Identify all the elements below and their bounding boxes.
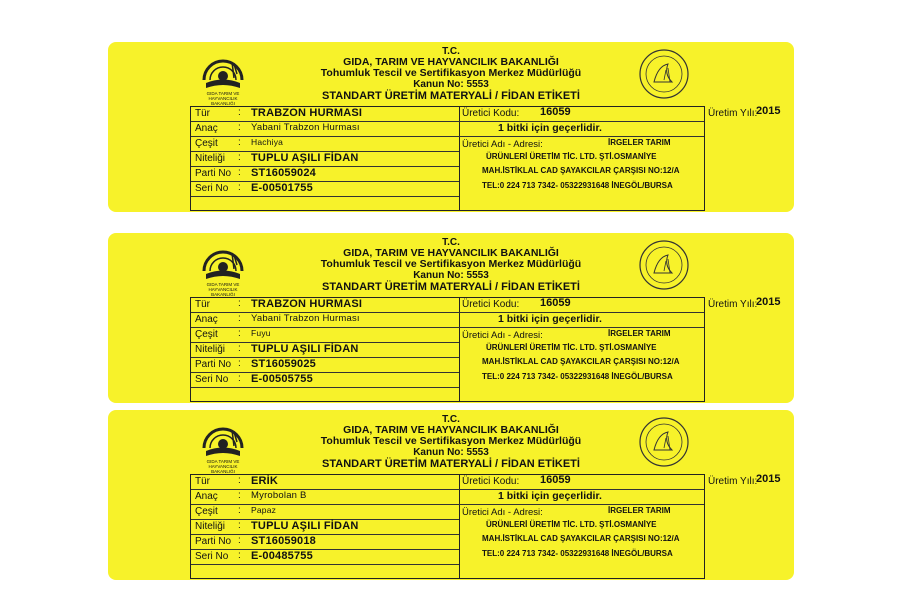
parti-value: ST16059018 bbox=[251, 535, 316, 547]
row-seri: Seri No : E-00485755 bbox=[191, 550, 459, 565]
logo-caption: GIDA TARIM VE HAYVANCILIK BAKANLIĞI bbox=[206, 282, 240, 297]
address-line-3: MAH.İSTİKLAL CAD ŞAYAKCILAR ÇARŞISI NO:12/A bbox=[482, 534, 680, 543]
niteligi-value: TUPLU AŞILI FİDAN bbox=[251, 343, 359, 355]
parti-label: Parti No bbox=[195, 536, 232, 547]
address-line-1: İRGELER TARIM bbox=[608, 138, 671, 147]
producer-info-box bbox=[458, 297, 705, 402]
validity-text: 1 bitki için geçerlidir. bbox=[498, 490, 602, 502]
header-tc: T.C. bbox=[442, 46, 460, 57]
seri-label: Seri No bbox=[195, 374, 229, 385]
anac-value: Yabani Trabzon Hurması bbox=[251, 313, 360, 324]
header-ministry: GIDA, TARIM VE HAYVANCILIK BAKANLIĞI bbox=[343, 247, 559, 259]
cesit-value: Fuyu bbox=[251, 328, 271, 338]
tur-label: Tür bbox=[195, 476, 210, 487]
cesit-label: Çeşit bbox=[195, 138, 218, 149]
niteligi-value: TUPLU AŞILI FİDAN bbox=[251, 152, 359, 164]
production-year-value: 2015 bbox=[756, 296, 781, 308]
parti-value: ST16059024 bbox=[251, 167, 316, 179]
seri-label: Seri No bbox=[195, 551, 229, 562]
official-seal-icon bbox=[638, 239, 690, 291]
tur-value: TRABZON HURMASI bbox=[251, 107, 363, 119]
producer-code-label: Üretici Kodu: bbox=[462, 476, 520, 487]
address-label: Üretici Adı - Adresi: bbox=[462, 330, 543, 341]
header-ministry: GIDA, TARIM VE HAYVANCILIK BAKANLIĞI bbox=[343, 424, 559, 436]
anac-value: Yabani Trabzon Hurması bbox=[251, 122, 360, 133]
label-title: STANDART ÜRETİM MATERYALİ / FİDAN ETİKETİ bbox=[322, 458, 580, 470]
row-anac: Anaç : Yabani Trabzon Hurması bbox=[191, 122, 459, 137]
header-law: Kanun No: 5553 bbox=[413, 270, 489, 281]
row-parti: Parti No : ST16059018 bbox=[191, 535, 459, 550]
producer-code-row bbox=[458, 475, 704, 490]
validity-row bbox=[458, 490, 704, 505]
address-line-1: İRGELER TARIM bbox=[608, 506, 671, 515]
cesit-value: Papaz bbox=[251, 505, 277, 515]
tur-label: Tür bbox=[195, 299, 210, 310]
parti-value: ST16059025 bbox=[251, 358, 316, 370]
validity-row bbox=[458, 122, 704, 137]
cesit-value: Hachiya bbox=[251, 137, 284, 147]
producer-code-label: Üretici Kodu: bbox=[462, 108, 520, 119]
label-header bbox=[108, 237, 794, 293]
parti-label: Parti No bbox=[195, 359, 232, 370]
header-law: Kanun No: 5553 bbox=[413, 447, 489, 458]
product-info-box bbox=[190, 106, 460, 211]
seri-label: Seri No bbox=[195, 183, 229, 194]
row-niteligi: Niteliği : TUPLU AŞILI FİDAN bbox=[191, 343, 459, 358]
niteligi-label: Niteliği bbox=[195, 521, 226, 532]
label-header bbox=[108, 46, 794, 102]
label-title: STANDART ÜRETİM MATERYALİ / FİDAN ETİKETİ bbox=[322, 281, 580, 293]
row-niteligi: Niteliği : TUPLU AŞILI FİDAN bbox=[191, 520, 459, 535]
row-anac: Anaç : Yabani Trabzon Hurması bbox=[191, 313, 459, 328]
seri-value: E-00501755 bbox=[251, 182, 313, 194]
official-seal-icon bbox=[638, 416, 690, 468]
anac-label: Anaç bbox=[195, 491, 218, 502]
niteligi-value: TUPLU AŞILI FİDAN bbox=[251, 520, 359, 532]
cesit-label: Çeşit bbox=[195, 329, 218, 340]
row-anac: Anaç : Myrobolan B bbox=[191, 490, 459, 505]
address-line-2: ÜRÜNLERİ ÜRETİM TİC. LTD. ŞTİ.OSMANİYE bbox=[486, 343, 657, 352]
producer-info-box bbox=[458, 106, 705, 211]
seri-value: E-00485755 bbox=[251, 550, 313, 562]
row-cesit: Çeşit : Papaz bbox=[191, 505, 459, 520]
production-year-value: 2015 bbox=[756, 473, 781, 485]
anac-label: Anaç bbox=[195, 314, 218, 325]
header-tc: T.C. bbox=[442, 414, 460, 425]
row-parti: Parti No : ST16059025 bbox=[191, 358, 459, 373]
header-center: Tohumluk Tescil ve Sertifikasyon Merkez Müdürlüğü bbox=[320, 258, 582, 270]
producer-code-value: 16059 bbox=[540, 106, 571, 118]
product-info-box bbox=[190, 297, 460, 402]
logo-caption: GIDA TARIM VE HAYVANCILIK BAKANLIĞI bbox=[206, 91, 240, 106]
address-line-1: İRGELER TARIM bbox=[608, 329, 671, 338]
address-line-2: ÜRÜNLERİ ÜRETİM TİC. LTD. ŞTİ.OSMANİYE bbox=[486, 520, 657, 529]
address-line-2: ÜRÜNLERİ ÜRETİM TİC. LTD. ŞTİ.OSMANİYE bbox=[486, 152, 657, 161]
validity-text: 1 bitki için geçerlidir. bbox=[498, 122, 602, 134]
production-year-label: Üretim Yılı: bbox=[708, 476, 758, 487]
header-center: Tohumluk Tescil ve Sertifikasyon Merkez Müdürlüğü bbox=[320, 435, 582, 447]
address-line-3: MAH.İSTİKLAL CAD ŞAYAKCILAR ÇARŞISI NO:12/A bbox=[482, 166, 680, 175]
label-title: STANDART ÜRETİM MATERYALİ / FİDAN ETİKETİ bbox=[322, 90, 580, 102]
address-line-4: TEL:0 224 713 7342- 05322931648 İNEGÖL/BURSA bbox=[482, 549, 673, 558]
producer-code-row bbox=[458, 107, 704, 122]
production-year-label: Üretim Yılı: bbox=[708, 299, 758, 310]
header-ministry: GIDA, TARIM VE HAYVANCILIK BAKANLIĞI bbox=[343, 56, 559, 68]
producer-info-box bbox=[458, 474, 705, 579]
row-tur: Tür : TRABZON HURMASI bbox=[191, 107, 459, 122]
producer-code-label: Üretici Kodu: bbox=[462, 299, 520, 310]
address-line-4: TEL:0 224 713 7342- 05322931648 İNEGÖL/BURSA bbox=[482, 181, 673, 190]
row-seri: Seri No : E-00505755 bbox=[191, 373, 459, 388]
header-law: Kanun No: 5553 bbox=[413, 79, 489, 90]
tur-value: ERİK bbox=[251, 475, 279, 487]
production-year-label: Üretim Yılı: bbox=[708, 108, 758, 119]
producer-code-row bbox=[458, 298, 704, 313]
anac-value: Myrobolan B bbox=[251, 490, 307, 501]
tur-value: TRABZON HURMASI bbox=[251, 298, 363, 310]
address-label: Üretici Adı - Adresi: bbox=[462, 507, 543, 518]
validity-text: 1 bitki için geçerlidir. bbox=[498, 313, 602, 325]
anac-label: Anaç bbox=[195, 123, 218, 134]
row-seri: Seri No : E-00501755 bbox=[191, 182, 459, 197]
validity-row bbox=[458, 313, 704, 328]
label-header bbox=[108, 414, 794, 470]
producer-code-value: 16059 bbox=[540, 474, 571, 486]
seri-value: E-00505755 bbox=[251, 373, 313, 385]
header-center: Tohumluk Tescil ve Sertifikasyon Merkez Müdürlüğü bbox=[320, 67, 582, 79]
address-line-4: TEL:0 224 713 7342- 05322931648 İNEGÖL/BURSA bbox=[482, 372, 673, 381]
niteligi-label: Niteliği bbox=[195, 153, 226, 164]
row-cesit: Çeşit : Hachiya bbox=[191, 137, 459, 152]
row-tur: Tür : ERİK bbox=[191, 475, 459, 490]
parti-label: Parti No bbox=[195, 168, 232, 179]
address-line-3: MAH.İSTİKLAL CAD ŞAYAKCILAR ÇARŞISI NO:12/A bbox=[482, 357, 680, 366]
address-label: Üretici Adı - Adresi: bbox=[462, 139, 543, 150]
row-cesit: Çeşit : Fuyu bbox=[191, 328, 459, 343]
official-seal-icon bbox=[638, 48, 690, 100]
plant-label-1 bbox=[108, 42, 794, 212]
niteligi-label: Niteliği bbox=[195, 344, 226, 355]
plant-label-2 bbox=[108, 233, 794, 403]
header-tc: T.C. bbox=[442, 237, 460, 248]
production-year-value: 2015 bbox=[756, 105, 781, 117]
row-parti: Parti No : ST16059024 bbox=[191, 167, 459, 182]
tur-label: Tür bbox=[195, 108, 210, 119]
cesit-label: Çeşit bbox=[195, 506, 218, 517]
row-tur: Tür : TRABZON HURMASI bbox=[191, 298, 459, 313]
plant-label-3 bbox=[108, 410, 794, 580]
row-niteligi: Niteliği : TUPLU AŞILI FİDAN bbox=[191, 152, 459, 167]
producer-code-value: 16059 bbox=[540, 297, 571, 309]
logo-caption: GIDA TARIM VE HAYVANCILIK BAKANLIĞI bbox=[206, 459, 240, 474]
product-info-box bbox=[190, 474, 460, 579]
